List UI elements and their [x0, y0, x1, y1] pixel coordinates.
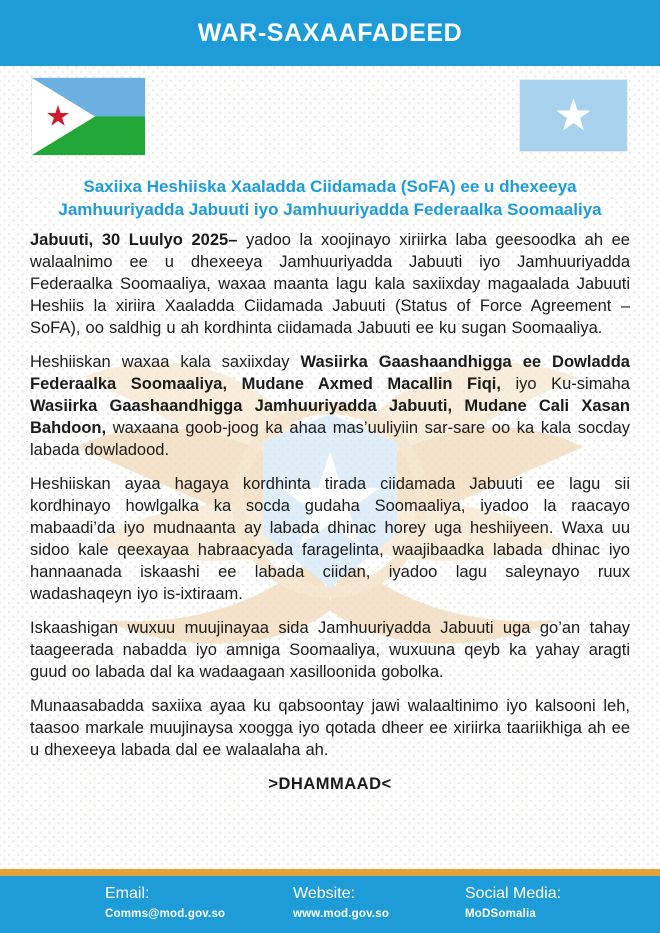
- press-release-body: [30, 229, 630, 807]
- signatory-djibouti: Wasiirka Gaashaandhigga Jamhuuriyadda Jabuuti, Mudane Cali Xasan Bahdoon,: [30, 397, 630, 437]
- paragraph-2-connector: iyo Ku-simaha: [500, 375, 630, 393]
- footer-email: [105, 885, 225, 920]
- footer: [0, 869, 660, 933]
- social-label: Social Media:: [465, 885, 562, 902]
- djibouti-flag-graphic: [32, 78, 145, 155]
- paragraph-3: Heshiiskan ayaa hagaya kordhinta tirada ciidamada Jabuuti ee lagu sii kordhinayo howlgalka ka socda gudaha Soomaaliya, iyadoo la raacayo mabaadi’da iyo mudnaanta ay labada dhinac horey uga heshiiyeen. Waxa uu sidoo kale qeexayaa habraacyada faragelinta, waajibaadka labada dhinac iyo hannaanada iskaashi ee labada ciidan, iyadoo lagu saleynayo ruux wadashaqeyn iyo is-ixtiraam.: [30, 475, 630, 603]
- somalia-flag: [520, 80, 627, 151]
- banner-title: WAR-SAXAAFADEED: [197, 18, 463, 47]
- email-value: Comms@mod.gov.so: [105, 908, 226, 920]
- paragraph-5: Munaasabadda saxiixa ayaa ku qabsoontay jawi walaaltinimo iyo kalsooni leh, taasoo markale muujinaysa xoogga iyo qotada dheer ee xiriirka taariikhiga ah ee u dhexeeya labada dal ee walaalaha ah.: [30, 697, 630, 759]
- social-value: MoDSomalia: [465, 908, 537, 920]
- paragraph-2: [30, 351, 630, 461]
- paragraph-2-text: Heshiiskan waxaa kala saxiixday: [30, 353, 301, 371]
- website-value: www.mod.gov.so: [293, 908, 390, 920]
- paragraph-1: [30, 229, 630, 339]
- paragraph-4: Iskaashigan wuxuu muujinayaa sida Jamhuuriyadda Jabuuti uga go’an tahay taageerada nabadda iyo amniga Soomaaliya, wuxuuna qeyb ka yahay aragti guud oo labada dal ka wadaagaan xasilloonida gobolka.: [30, 619, 630, 681]
- header-banner: [0, 0, 660, 66]
- email-label: Email:: [105, 885, 150, 902]
- release-title-line1: Saxiixa Heshiiska Xaaladda Ciidamada (SoFA) ee u dhexeeya: [83, 177, 577, 196]
- footer-social: [465, 885, 561, 920]
- footer-bar: [0, 876, 660, 933]
- end-marker: >DHAMMAAD<: [268, 775, 392, 793]
- dateline: Jabuuti, 30 Luulyo 2025–: [30, 231, 238, 249]
- paragraph-1-text: yadoo la xoojinayo xiriirka laba geesoodka ah ee walaalnimo ee u dhexeeya Jamhuuriyadda Jabuuti iyo Jamhuuriyadda Federaalka Soomaaliya, waxaa maanta lagu kala saxiixday magaalada Jabuuti Heshiis la xiriira Xaaladda Ciidamada Jabuuti (Status of Force Agreement – SoFA), oo saldhig u ah kordhinta ciidamada Jabuuti ee ku sugan Soomaaliya.: [30, 231, 630, 337]
- signatory-somalia: Wasiirka Gaashaandhigga ee Dowladda Federaalka Soomaaliya, Mudane Axmed Macallin Fiqi,: [30, 353, 630, 393]
- paragraph-2-rest: waxaana goob-joog ka ahaa mas’uuliyiin sar-sare oo ka kala socday labada dowladood.: [30, 419, 630, 459]
- footer-accent-stripe: [0, 869, 660, 876]
- release-title: [30, 175, 630, 221]
- footer-website: [293, 885, 389, 920]
- somalia-flag-graphic: [520, 80, 627, 151]
- djibouti-flag: [32, 78, 145, 155]
- website-label: Website:: [293, 885, 355, 902]
- release-title-line2: Jamhuuriyadda Jabuuti iyo Jamhuuriyadda Federaalka Soomaaliya: [58, 200, 602, 219]
